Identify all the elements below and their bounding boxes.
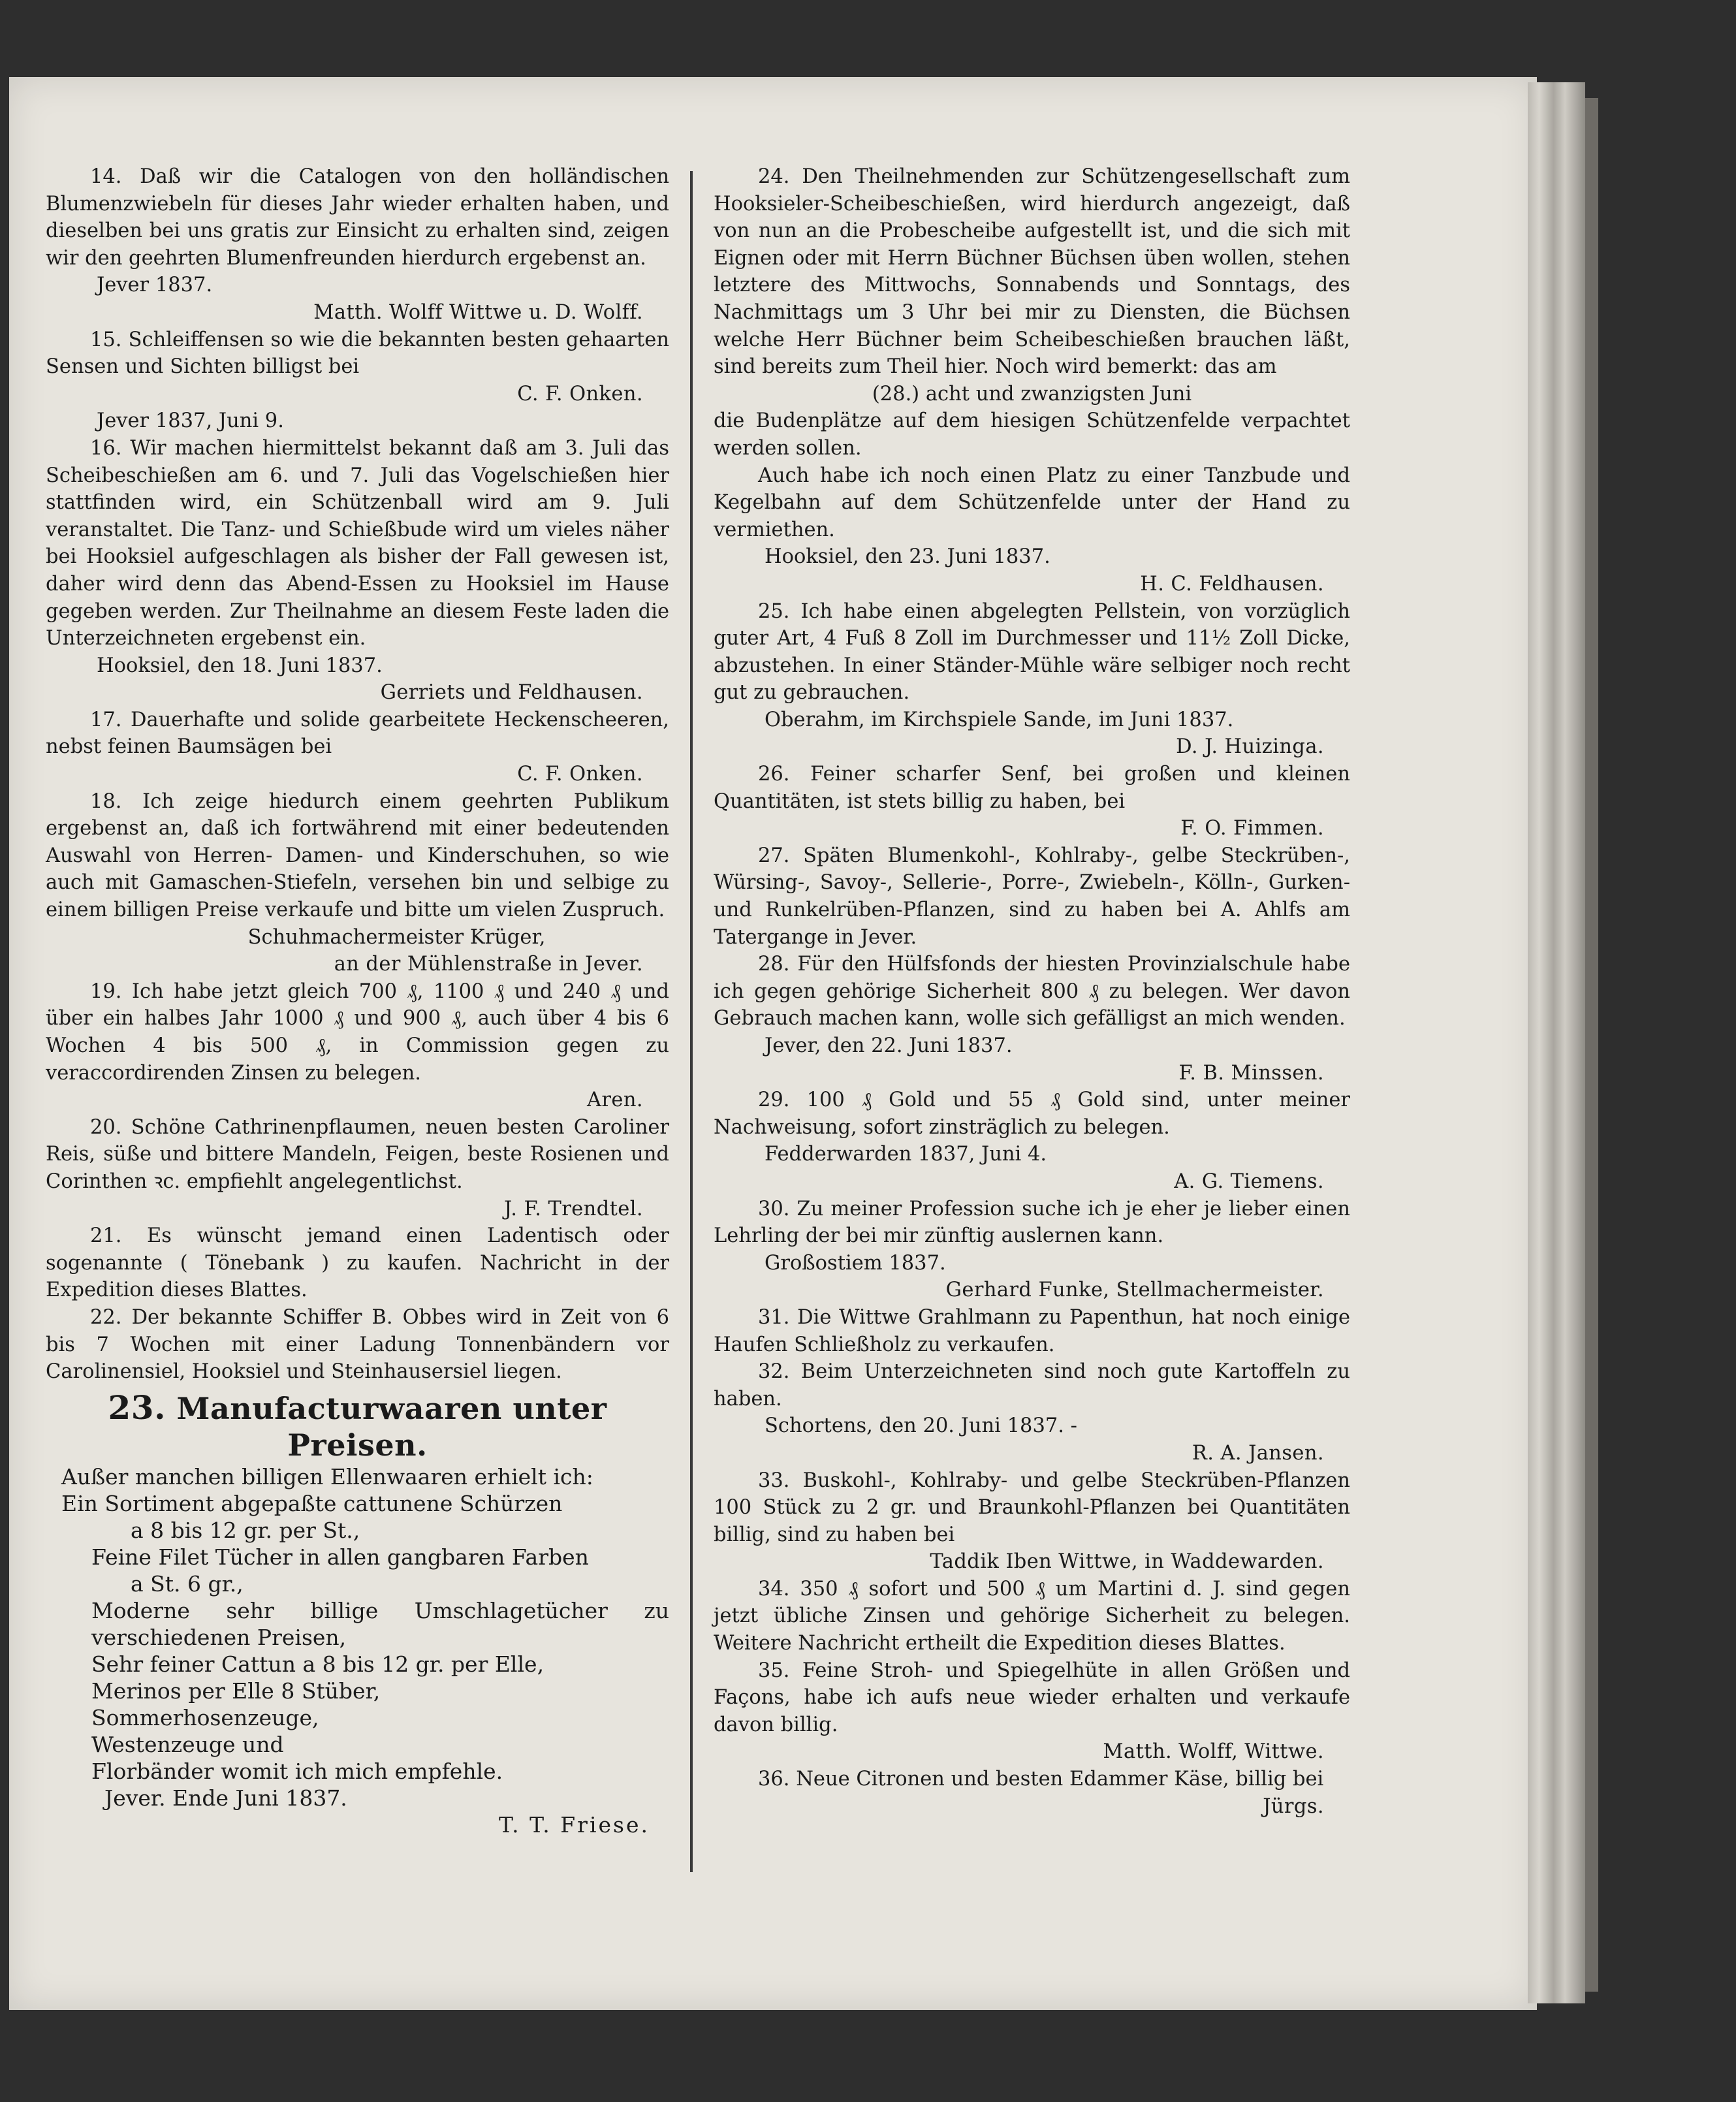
page-edge — [1528, 82, 1585, 2003]
ad-place: Oberahm, im Kirchspiele Sande, im Juni 1837. — [765, 708, 1234, 731]
ad-text-continued: die Budenplätze auf dem hiesigen Schützenfelde verpachtet werden sollen. — [714, 409, 1350, 460]
ad-signature: T. T. Friese. — [499, 1811, 650, 1838]
ad-34 — [714, 1576, 1350, 1657]
right-column — [714, 163, 1350, 1820]
product-line: Sehr feiner Cattun a 8 bis 12 gr. per Elle, — [91, 1651, 544, 1677]
ad-29 — [714, 1087, 1350, 1195]
ad-signature: Matth. Wolff, Wittwe. — [1103, 1740, 1324, 1764]
ad-product-list — [46, 1463, 669, 1838]
ad-place: Großostiem 1837. — [765, 1251, 946, 1275]
product-line: Westenzeuge und — [91, 1731, 284, 1757]
ad-signature: Schuhmachermeister Krüger, — [247, 925, 546, 949]
ad-20 — [46, 1114, 669, 1222]
ad-27 — [714, 842, 1350, 951]
ad-place: Jever, den 22. Juni 1837. — [765, 1034, 1013, 1057]
ad-signature: Gerhard Funke, Stellmachermeister. — [945, 1279, 1324, 1302]
ad-text: 15. Schleiffensen so wie die bekannten besten gehaarten Sensen und Sichten billigst bei — [46, 328, 669, 379]
ad-14 — [46, 163, 669, 326]
ad-25 — [714, 598, 1350, 761]
ad-text-continued: Auch habe ich noch einen Platz zu einer Tanzbude und Kegelbahn auf dem Schützenfelde unter der Hand zu vermiethen. — [714, 464, 1350, 541]
ad-signature: C. F. Onken. — [517, 763, 643, 786]
ad-place: Jever 1837. — [97, 274, 213, 297]
ad-35 — [714, 1657, 1350, 1766]
ad-text: 36. Neue Citronen und besten Edammer Käse, billig bei — [758, 1768, 1324, 1791]
ad-text: 26. Feiner scharfer Senf, bei großen und kleinen Quantitäten, ist stets billig zu haben, bei — [714, 763, 1350, 813]
ad-text: 31. Die Wittwe Grahlmann zu Papenthun, hat noch einige Haufen Schließholz zu verkaufen. — [714, 1305, 1350, 1356]
ad-text: 17. Dauerhafte und solide gearbeitete Heckenscheeren, nebst feinen Baumsägen bei — [46, 708, 669, 759]
ad-text: 21. Es wünscht jemand einen Ladentisch oder sogenannte ( Tönebank ) zu kaufen. Nachricht in der Expedition dieses Blattes. — [46, 1224, 669, 1302]
ad-signature: F. B. Minssen. — [1178, 1061, 1324, 1085]
ad-text: 25. Ich habe einen abgelegten Pellstein, von vorzüglich guter Art, 4 Fuß 8 Zoll im Durchmesser und 11½ Zoll Dicke, abzustehen. In einer Ständer-Mühle wäre selbiger noch recht gut zu gebrauchen. — [714, 599, 1350, 705]
ad-26 — [714, 761, 1350, 842]
ad-text: 22. Der bekannte Schiffer B. Obbes wird in Zeit von 6 bis 7 Wochen mit einer Ladung Tonnenbändern vor Carolinensiel, Hooksiel und Steinhausersiel liegen. — [46, 1305, 669, 1384]
product-line: Sommerhosenzeuge, — [91, 1704, 319, 1730]
ad-signature: Taddik Iben Wittwe, in Waddewarden. — [930, 1550, 1324, 1574]
ad-signature: C. F. Onken. — [517, 382, 643, 406]
ad-33 — [714, 1467, 1350, 1576]
ad-place: Hooksiel, den 18. Juni 1837. — [97, 654, 383, 677]
ad-30 — [714, 1196, 1350, 1304]
product-line: a St. 6 gr., — [131, 1570, 244, 1597]
ad-text: 20. Schöne Cathrinenpflaumen, neuen besten Caroliner Reis, süße und bittere Mandeln, Feigen, beste Rosienen und Corinthen ꝛc. empfiehlt angelegentlichst. — [46, 1115, 669, 1193]
product-line: Moderne sehr billige Umschlagetücher zu verschiedenen Preisen, — [91, 1597, 669, 1650]
ad-text: 28. Für den Hülfsfonds der hiesten Provinzialschule habe ich gegen gehörige Sicherheit 800 ₰ zu belegen. Wer davon Gebrauch machen kann, wolle sich gefälligst an mich wenden. — [714, 953, 1350, 1030]
ad-text: 35. Feine Stroh- und Spiegelhüte in allen Größen und Façons, habe ich aufs neue wieder erhalten und verkaufe davon billig. — [714, 1659, 1350, 1736]
ad-signature: H. C. Feldhausen. — [1140, 572, 1324, 596]
product-line: Feine Filet Tücher in allen gangbaren Farben — [91, 1544, 589, 1570]
ad-22 — [46, 1304, 669, 1386]
ad-17 — [46, 707, 669, 788]
ad-31 — [714, 1304, 1350, 1358]
ad-text: 30. Zu meiner Profession suche ich je eher je lieber einen Lehrling der bei mir zünftig auslernen kann. — [714, 1197, 1350, 1248]
ad-place: Jever 1837, Juni 9. — [97, 409, 284, 433]
product-line: Ein Sortiment abgepaßte cattunene Schürzen — [61, 1490, 563, 1516]
ad-signature: F. O. Fimmen. — [1180, 817, 1324, 840]
ad-18 — [46, 788, 669, 978]
ad-15 — [46, 326, 669, 435]
ad-text: 16. Wir machen hiermittelst bekannt daß am 3. Juli das Scheibeschießen am 6. und 7. Juli das Vogelschießen hier stattfinden wird, ein Schützenball wird am 9. Juli veranstaltet. Die Tanz- und Schießbude wird um vieles näher bei Hooksiel aufgeschlagen als bisher der Fall gewesen ist, daher wird denn das Abend-Essen zu Hooksiel im Hause gegeben werden. Zur Theilnahme an diesem Feste laden die Unterzeichneten ergebenst ein. — [46, 436, 669, 650]
ad-headline-text: Manufacturwaaren unter Preisen. — [176, 1390, 607, 1463]
ad-headline — [46, 1390, 669, 1463]
ad-signature: Gerriets und Feldhausen. — [380, 681, 643, 705]
ad-text: 29. 100 ₰ Gold und 55 ₰ Gold sind, unter meiner Nachweisung, sofort zinsträglich zu belegen. — [714, 1089, 1350, 1139]
ad-21 — [46, 1222, 669, 1304]
ad-36 — [714, 1766, 1350, 1820]
ad-24 — [714, 163, 1350, 598]
ad-text: 24. Den Theilnehmenden zur Schützengesellschaft zum Hooksieler-Scheibeschießen, wird hierdurch angezeigt, daß von nun an die Probescheibe aufgestellt ist, und die sich mit Eignen oder mit Herrn Büchner Büchsen üben wollen, stehen letztere des Mittwochs, Sonnabends und Sonntags, des Nachmittags um 3 Uhr bei mir zu Diensten, die Büchsen welche Herr Büchner beim Scheibeschießen brauchen läßt, sind bereits zum Theil hier. Noch wird bemerkt: das am — [714, 165, 1350, 379]
ad-place: Schortens, den 20. Juni 1837. - — [765, 1414, 1077, 1438]
ad-signature-address: an der Mühlenstraße in Jever. — [334, 953, 643, 976]
ad-text: 18. Ich zeige hiedurch einem geehrten Publikum ergebenst an, daß ich fortwährend mit einer bedeutenden Auswahl von Herren- Damen- und Kinderschuhen, so wie auch mit Gamaschen-Stiefeln, versehen bin und selbige zu einem billigen Preise verkaufe und bitte um vielen Zuspruch. — [46, 789, 669, 922]
book-binding-edge — [1585, 98, 1598, 1992]
ad-text: 27. Späten Blumenkohl-, Kohlraby-, gelbe Steckrüben-, Würsing-, Savoy-, Sellerie-, Porre-, Zwiebeln-, Kölln-, Gurken- und Runkelrüben-Pflanzen, sind zu haben bei A. Ahlfs am Tatergange in Jever. — [714, 844, 1350, 949]
ad-23 — [46, 1390, 669, 1838]
ad-text: 19. Ich habe jetzt gleich 700 ₰, 1100 ₰ und 240 ₰ und über ein halbes Jahr 1000 ₰ und 900 ₰, auch über 4 bis 6 Wochen 4 bis 500 ₰, in Commission gegen zu veraccordirenden Zinsen zu belegen. — [46, 979, 669, 1085]
ad-signature: D. J. Huizinga. — [1176, 735, 1324, 759]
product-line: Jever. Ende Juni 1837. — [104, 1785, 347, 1811]
ad-text: 34. 350 ₰ sofort und 500 ₰ um Martini d. J. sind gegen jetzt übliche Zinsen und gehörige Sicherheit zu belegen. Weitere Nachricht ertheilt die Expedition dieses Blattes. — [714, 1577, 1350, 1655]
ad-signature: Aren. — [587, 1089, 643, 1112]
ad-signature: J. F. Trendtel. — [504, 1197, 643, 1220]
ad-signature: Matth. Wolff Wittwe u. D. Wolff. — [313, 300, 643, 324]
ad-date-line: (28.) acht und zwanzigsten Juni — [872, 382, 1192, 406]
ad-16 — [46, 435, 669, 707]
product-line: Florbänder womit ich mich empfehle. — [91, 1758, 503, 1784]
left-column — [46, 163, 669, 1838]
column-divider — [690, 171, 693, 1872]
ad-signature: Jürgs. — [1263, 1794, 1324, 1818]
ad-signature: A. G. Tiemens. — [1174, 1170, 1324, 1193]
ad-19 — [46, 978, 669, 1114]
product-line: a 8 bis 12 gr. per St., — [131, 1517, 360, 1543]
ad-place: Fedderwarden 1837, Juni 4. — [765, 1143, 1047, 1166]
ad-text: 32. Beim Unterzeichneten sind noch gute Kartoffeln zu haben. — [714, 1360, 1350, 1410]
product-line: Merinos per Elle 8 Stüber, — [91, 1678, 381, 1704]
ad-signature: R. A. Jansen. — [1192, 1441, 1324, 1465]
product-line: Außer manchen billigen Ellenwaaren erhielt ich: — [61, 1463, 593, 1489]
ad-number: 23. — [108, 1388, 166, 1427]
ad-32 — [714, 1358, 1350, 1467]
ad-text: 14. Daß wir die Catalogen von den holländischen Blumenzwiebeln für dieses Jahr wieder erhalten haben, und dieselben bei uns gratis zur Einsicht zu erhalten sind, zeigen wir den geehrten Blumenfreunden hierdurch ergebenst an. — [46, 165, 669, 270]
ad-text: 33. Buskohl-, Kohlraby- und gelbe Steckrüben-Pflanzen 100 Stück zu 2 gr. und Braunkohl-Pflanzen bei Quantitäten billig, sind zu haben bei — [714, 1469, 1350, 1546]
ad-28 — [714, 951, 1350, 1087]
ad-place: Hooksiel, den 23. Juni 1837. — [765, 545, 1050, 569]
